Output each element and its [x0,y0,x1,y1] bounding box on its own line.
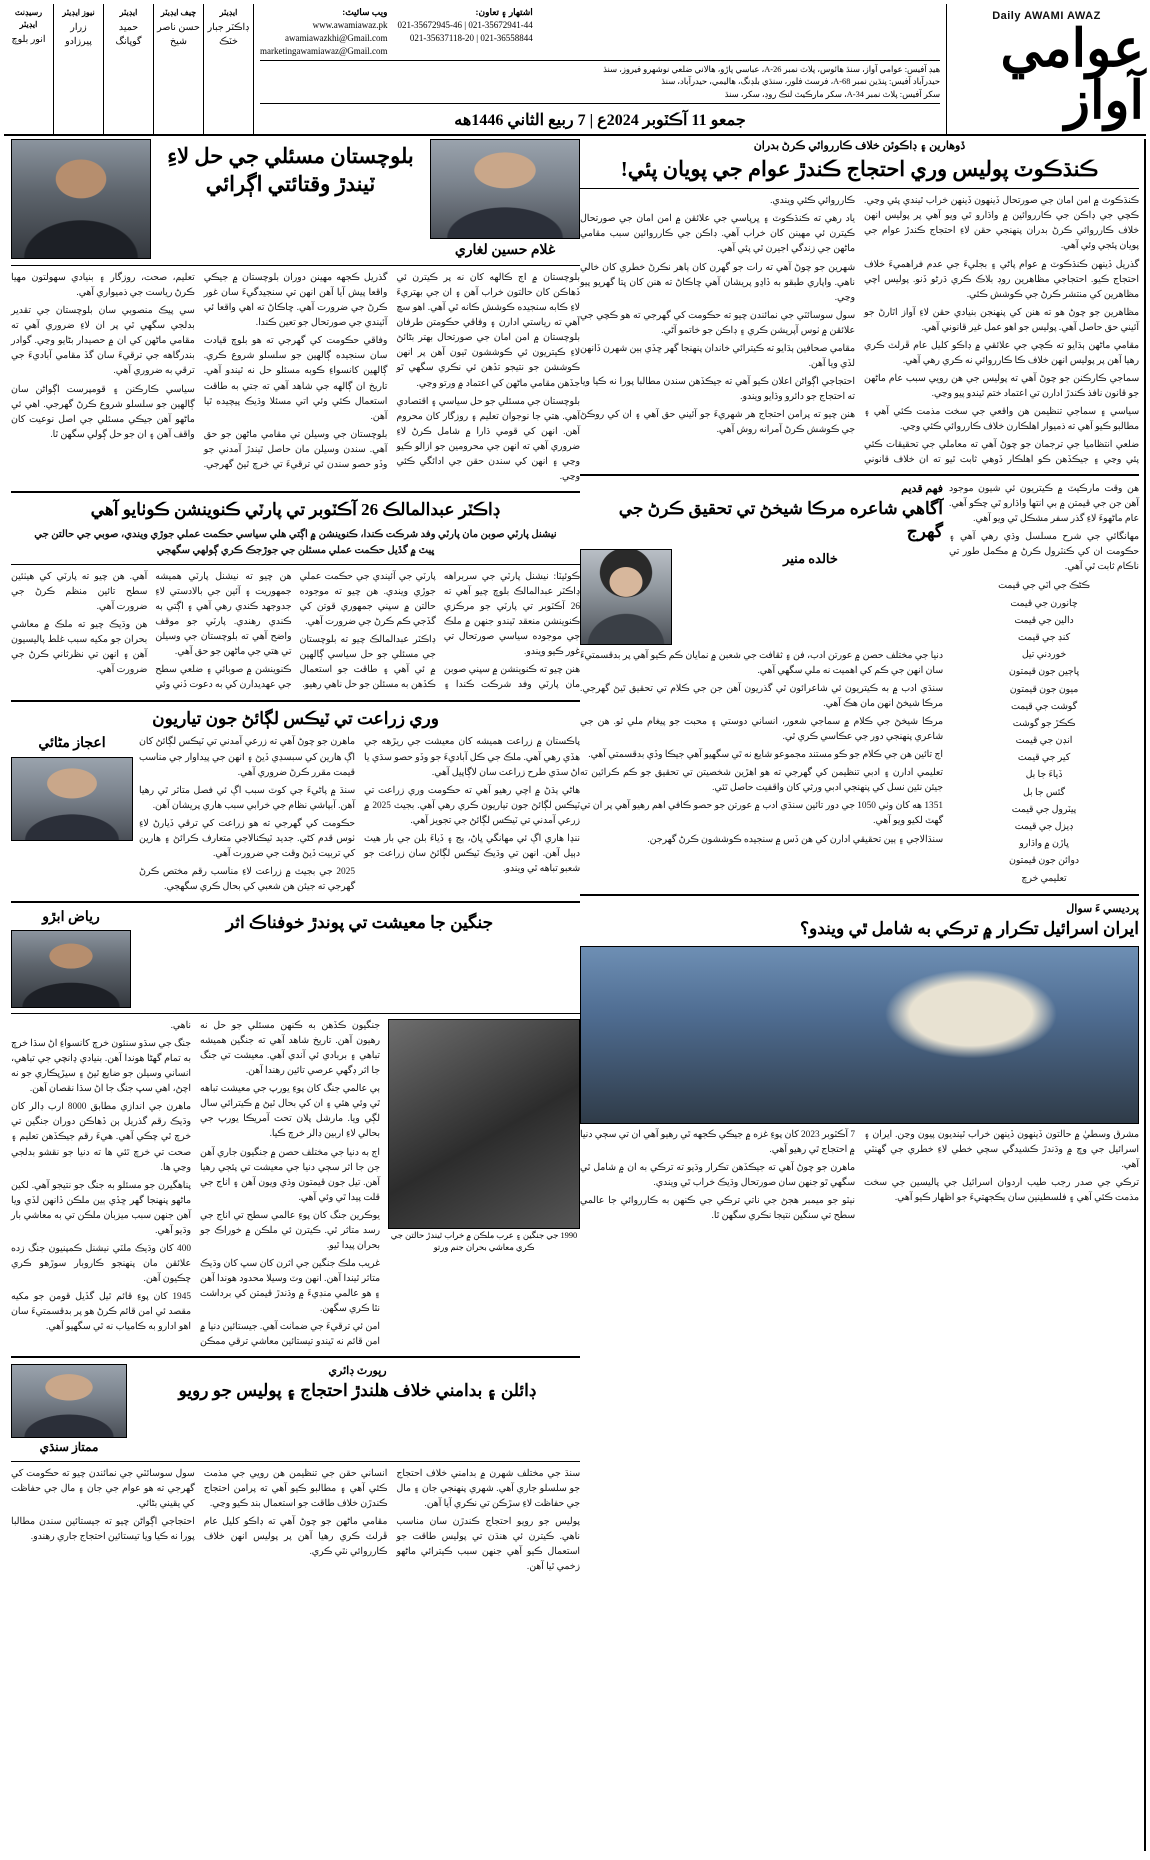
author-photo [430,139,580,239]
article-iran-israel [580,902,1139,1224]
article-kicker: ڏوهارين ۽ ڊاڪوئن خلاف ڪارروائي ڪرڻ بدران [753,140,966,152]
price-list-column [949,482,1139,888]
left-column [8,139,580,1851]
paragraph: سنڌ جي مختلف شهرن ۾ بدامني خلاف احتجاج جو سلسلو جاري آهي. شهري پنهنجي جان ۽ مال جي حفاظت لاءِ سڙڪن تي نڪري آيا آهن. [396,1468,580,1509]
list-item: ڪڻڪ جي اٽي جي قيمت [998,581,1090,592]
article-headline: آگاهي شاعره مرڪا شيخڻ تي تحقيق ڪرڻ جي گهرج [618,499,943,542]
staff-role: ايڊيٽر [219,8,238,17]
paragraph: هنن چيو ته پرامن احتجاج هر شهريءَ جو آئيني حق آهي ۽ ان کي روڪڻ جي ڪوشش ڪرڻ آمرانه روش آهي. [580,409,855,435]
paragraph: سياسي ڪارڪنن ۽ قومپرست اڳواڻن سان ڳالهين جو سلسلو شروع ڪرڻ گهرجي. اهي ئي ماڻهو آهن جيڪي مسئلي جي اصل نوعيت کان واقف آهن ۽ ان جو حل ڳولي سگهن ٿا. [11,384,195,440]
list-item: چانورن جي قيمت [1010,598,1078,609]
staff-member [4,4,53,134]
masthead-info [254,4,946,134]
paragraph: مظاهرين جو چوڻ هو ته هنن کي پنهنجن بنيادي حقن لاءِ آواز اٿارڻ جو آئيني حق حاصل آهي. پوليس جو اهو عمل غير قانوني آهي. [864,307,1139,333]
contact-label: اشتهار ۽ تعاون: [475,7,533,17]
article-national-party-convention [11,499,580,694]
paragraph: انساني حقن جي تنظيمن هن رويي جي مذمت ڪئي آهي ۽ مطالبو ڪيو آهي ته پرامن احتجاج ڪندڙن خلاف طاقت جو استعمال بند ڪيو وڃي. [203,1468,388,1509]
paragraph: حڪومت کي گهرجي ته هو زراعت کي ترقي ڏيارڻ لاءِ ٺوس قدم کڻي. جديد ٽيڪنالاجي متعارف ڪرائڻ ۽ هارين کي تربيت ڏيڻ وقت جي ضرورت آهي. [139,818,355,859]
paragraph: پاڪستان ۾ زراعت هميشه کان معيشت جي ريڙهه جي هڏي رهي آهي. ملڪ جي ڪل آباديءَ جو وڏو حصو سڌي يا اڻ سڌي طرح زراعت سان لاڳاپيل آهي. [364,737,580,778]
article-kicker: فهم قديم [901,483,943,496]
paragraph: ڪوئيٽا: نيشنل پارٽي جي سربراهه ڊاڪٽر عبدالمالڪ بلوچ چيو آهي ته 26 آڪٽوبر تي پارٽي جو مرڪزي ڪنوينشن منعقد ٿيندو جنهن ۾ ملڪ جي موجوده سياسي صورتحال تي غور ڪيو ويندو. [443,572,580,658]
paragraph: يوڪرين جنگ کان پوءِ عالمي سطح تي اناج جي رسد متاثر ٿي. ڪيترن ئي ملڪن ۾ خوراڪ جو بحران پيدا ٿيو. [200,1210,380,1251]
paragraph: ننڍا هاري اڳ ئي مهانگي ڀاڻ، ٻج ۽ ڏياءَ بلن جي بار هيٺ دٻيل آهن. انهن تي وڌيڪ ٽيڪس لڳائڻ سان زراعت جو شعبو تباهه ٿي ويندو. [364,833,580,874]
paragraph: ڪنوينشن ۾ صوبائي ۽ ضلعي سطح جي عهديدارن کي به دعوت ڏني وئي آهي. هن چيو ته پارٽي کي هيٺئين سطح تائين منظم ڪرڻ جي ضرورت آهي. [11,572,292,691]
price-list [949,578,1139,887]
article-headline: جنگين جا معيشت تي پوندڙ خوفناڪ اثر [225,912,494,932]
list-intro [949,482,1139,575]
list-item: ڪڪڙ جو گوشت [1012,718,1076,729]
masthead-phone-block [398,6,533,58]
paragraph: نيٽو جو ميمبر هجڻ جي ناتي ترڪي جي ڪنهن به ڪارروائي جا عالمي سطح تي سنگين نتيجا نڪري سگهن ٿا. [580,1195,855,1221]
author-name: غلام حسين لغاري [454,243,556,258]
masthead-contact [260,6,940,61]
paragraph: غريب ملڪ جنگين جي اثرن کان سڀ کان وڌيڪ متاثر ٿيندا آهن. انهن وٽ وسيلا محدود هوندا آهن ۽ هو عالمي منڊيءَ ۾ وڌندڙ قيمتن کي برداشت نٿا ڪري سگهن. [200,1258,380,1314]
author-block [678,549,943,567]
address-line-3: سکر آفيس: پلاٽ نمبر 34-A، سکر مارڪيٽ لنڪ روڊ، سکر، سنڌ [724,89,940,99]
address-line-1: هيڊ آفيس: عوامي آواز، سنڌ هائوس، پلاٽ نمبر A-26، عباسي پاڙو، هالاني ضلعي نوشهرو فيروز، سنڌ [603,64,940,74]
subject-photo [11,139,151,259]
masthead-logo [946,4,1146,134]
paragraph: ضلعي انتظاميا جي ترجمان جو چوڻ آهي ته معاملي جي تحقيقات ڪئي پئي وڃي ۽ جيڪڏهن ڪو اهلڪار ڏوهي ثابت ٿيو ته ان خلاف قانوني ڪارروائي ڪئي ويندي. [770,196,1139,466]
paragraph: تعليمي ادارن ۽ ادبي تنظيمن کي گهرجي ته هو اهڙين شخصيتن تي تحقيق جو ڪم ڪرائين ته جيئن نئين نسل کي پنهنجي ادبي ورثي کان واقفيت حاصل ٿئي. [580,768,943,794]
masthead-staff [4,4,254,134]
author-name: ممتاز سنڌي [39,1440,99,1455]
author-block [11,735,133,840]
paragraph: ٻي عالمي جنگ کان پوءِ يورپ جي معيشت تباهه ٿي وئي هئي ۽ ان کي بحال ٿيڻ ۾ ڪيترائي سال لڳي ويا. مارشل پلان تحت آمريڪا يورپ جي بحالي لاءِ اربين ڊالر خرچ ڪيا. [200,1084,380,1140]
list-item: گئس جا بل [1023,787,1065,798]
article-headline: ڊاڪٽر عبدالمالڪ 26 آڪٽوبر تي پارٽي ڪنوينشن ڪوٺايو آهي [90,499,501,519]
article-body [11,1467,580,1575]
paragraph: ڪنڌڪوٽ ۾ امن امان جي صورتحال ڏينهون ڏينهن خراب ٿيندي پئي وڃي. ڪچي جي ڊاڪن جي ڪارروائين ۾ واڌارو ٿي ويو آهي پر پوليس انهن خلاف ڪارروائي ڪرڻ بدران پنهنجي حقن لاءِ احتجاج ڪندڙ عوام جي پويان پئجي وئي آهي. [864,196,1139,252]
article-agriculture-tax [11,708,580,895]
paragraph: جنگ جي سڌو سنئون خرچ کانسواءِ اڻ سڌا خرچ به تمام گهڻا هوندا آهن. بنيادي ڍانچي جي تباهي، انساني وسيلن جو ضايع ٿيڻ ۽ سيڙپڪاري جو نه اچڻ، اهي سڀ جنگ جا اڻ سڌا نقصان آهن. [11,1039,191,1095]
paragraph: احتجاجي اڳواڻن چيو ته جيستائين سندن مطالبا پورا نه ڪيا ويا تيستائين احتجاج جاري رهندو. [11,1516,195,1542]
staff-role: رسيڊنٽ ايڊيٽر [14,8,43,29]
paragraph: هاڻي ٻڌڻ ۾ اچي رهيو آهي ته حڪومت وري زراعت تي ٽيڪس لڳائڻ جون تياريون ڪري رهي آهي. بجيٽ 2025 ۾ زرعي آمدني تي ٽيڪس لڳائڻ جي تجويز آهي. [364,785,580,826]
list-item: کنڊ جي قيمت [1017,632,1070,643]
paragraph: هن وقت مارڪيٽ ۾ ڪيتريون ئي شيون موجود آهن جن جي قيمتن ۾ بي انتها واڌارو ٿي چڪو آهي. عام ماڻهوءَ لاءِ گذر سفر مشڪل ٿي ويو آهي. [949,484,1139,525]
paragraph: هن وڌيڪ چيو ته ملڪ ۾ معاشي بحران جو مکيه سبب غلط پاليسيون آهن ۽ انهن تي نظرثاني ڪرڻ جي ضرورت آهي. [11,620,148,676]
paragraph: سنڌ ۾ پاڻيءَ جي کوٽ سبب اڳ ئي فصل متاثر ٿي رهيا آهن. آبپاشي نظام جي خرابي سبب هاري پريشان آهن. [139,785,355,811]
paragraph: مقامي ماڻهن جو چوڻ آهي ته ڊاڪو کليل عام ڦرلٽ ڪري رهيا آهن پر پوليس انهن خلاف ڪارروائي نٿي ڪري. [203,1516,388,1557]
paragraph: امن ئي ترقيءَ جي ضمانت آهي. جيستائين دنيا ۾ امن قائم نه ٿيندو تيستائين معاشي ترقي ممڪن ناهي. [170,1021,380,1348]
war-headline-block [139,909,580,940]
article-subheadline: نيشنل پارٽي صوبن مان پارٽي وفد شرڪت ڪندا، ڪنوينشن ۾ اڳتي هلي سياسي حڪمت عملي جوڙي ويندي، صوبي جي حالتن جي ڀيٽ ۾ گڏيل حڪمت عملي مسئلن جي جوڙجڪ ڪري ڳولهي سگهجي [34,528,557,556]
paragraph: مرڪا شيخڻ جي ڪلام ۾ سماجي شعور، انساني دوستي ۽ محبت جو پيغام ملي ٿو. هن جي شاعري پنهنجي دور جي عڪاسي ڪري ٿي. [580,717,943,743]
article-poetess-research [580,482,943,888]
list-item: تعليمي خرچ [1021,873,1067,884]
paragraph: سياسي ۽ سماجي تنظيمن هن واقعي جي سخت مذمت ڪئي آهي ۽ مطالبو ڪيو آهي ته ذميوار اهلڪارن خلاف ڪارروائي ڪئي وڃي. [864,406,1139,432]
address-line-2: حيدرآباد آفيس: پنڌين نمبر A-68، فرسٽ فلور، سنڌي بلڊنگ، هاليمي، حيدرآباد، سنڌ [661,77,940,87]
phones-line-2: 021-36558844 | 021-35637118-20 [409,33,533,44]
paragraph: 1351 هه کان وٺي 1050 جي دور تائين سنڌي ادب ۾ عورتن جو حصو ڪافي اهم رهيو آهي پر ان تي گهٽ لکيو ويو آهي. [580,801,943,827]
staff-member [203,4,253,134]
protest-headline-block [135,1364,580,1408]
article-headline: بلوچستان مسئلي جي حل لاءِ ٽيندڙ وقتائتي اڳرائي [167,144,414,197]
author-name: رياض ابڙو [42,909,100,925]
paragraph: مشرق وسطيٰ ۾ حالتون ڏينهون ڏينهن خراب ٿينديون پيون وڃن. ايران ۽ اسرائيل جي وچ ۾ وڌندڙ ڪشيدگي سڄي خطي لاءِ خطري جي گهنٽي آهي. [864,1129,1139,1170]
article-war-economy [11,909,580,1350]
staff-member [153,4,203,134]
paragraph: گذريل ڏينهن ڪنڌڪوٽ ۾ عوام پاڻي ۽ بجليءَ جي عدم فراهميءَ خلاف احتجاج ڪيو. احتجاجي مظاهرين روڊ بلاڪ ڪري ڌرڻو ڏنو. پوليس اچي مظاهرين کي منتشر ڪرڻ جي ڪوشش ڪئي. [864,259,1139,300]
paragraph: 7 آڪٽوبر 2023 کان پوءِ غزه ۾ جيڪي ڪجهه ٿي رهيو آهي ان تي سڄي دنيا ۾ احتجاج ٿي رهيو آهي. [580,1129,855,1155]
right-column [580,139,1146,1851]
staff-name: زرار پيرزادو [65,23,92,48]
lead-headline-block [157,139,424,204]
article-body [580,649,943,848]
phones-line-1: 021-35672941-44 | 021-35672945-46 [397,20,533,31]
author-name: خالده منير [783,551,838,567]
paragraph: مقامي صحافين ٻڌايو ته ڪيترائي خاندان پنهنجا گهر ڇڏي ٻين شهرن ڏانهن لڏي ويا آهن. [580,343,855,369]
website-label: ويب سائيٽ: [342,7,388,17]
staff-name: حسن ناصر شيخ [157,23,200,48]
paragraph: سنڌالاجي ۽ ٻين تحقيقي ادارن کي هن ڏس ۾ سنجيده ڪوششون ڪرڻ گهرجن. [647,834,943,845]
article-body-left [11,1019,380,1350]
paragraph: دنيا جي مختلف حصن ۾ عورتن ادب، فن ۽ ثقافت جي شعبن ۾ نمايان ڪم ڪيو آهي پر بدقسمتيءَ سان انهن جي ڪم کي اهميت نه ملي سگهي آهي. [580,651,943,677]
list-item: کير جي قيمت [1017,753,1071,764]
paragraph: شهرين جو چوڻ آهي ته رات جو گهرن کان ٻاهر نڪرڻ خطري کان خالي ناهي. واپاري طبقو به ڏاڍو پريشان آهي ڇاڪاڻ ته هنن کان ڀتا گهريو پيو وڃي. [580,262,855,303]
paragraph: سنڌي ادب ۾ به ڪيتريون ئي شاعرائون ٿي گذريون آهن جن جي ڪلام تي تحقيق ٿيڻ گهرجي. مرڪا شيخڻ انهن مان هڪ آهي. [580,684,943,710]
paragraph: سي پيڪ منصوبي سان بلوچستان جي تقدير بدلجي سگهي ٿي پر ان لاءِ ضروري آهي ته مقامي ماڻهن کي ان ۾ حصيدار بڻايو وڃي. گوادر بندرگاهه جي ترقيءَ سان گڏ مقامي آباديءَ جي ترقي به ضروري آهي. [11,306,195,377]
list-item: ڀاڙن ۾ واڌارو [1019,839,1069,850]
list-item: ڀاڄين جون قيمتون [1008,667,1080,678]
email-2[interactable]: marketingawamiawaz@Gmail.com [260,46,388,57]
paragraph: ماهرن جو چوڻ آهي ته زرعي آمدني تي ٽيڪس لڳائڻ کان اڳ هارين کي سبسڊي ڏيڻ ۽ انهن جي پيداوار جي مناسب قيمت مقرر ڪرڻ ضروري آهي. [139,737,355,778]
author-photo [580,549,672,645]
article-headline: ڪنڌڪوٽ پوليس وري احتجاج ڪندڙ عوام جي پويان پئي! [620,157,1099,181]
lead-author-block [430,139,580,260]
list-item: انڊن جي قيمت [1015,736,1073,747]
paragraph: ياد رهي ته ڪنڌڪوٽ ۽ ڀرپاسي جي علائقن ۾ امن امان جي صورتحال ڪيترن ئي مهينن کان خراب آهي. ڊاڪن جي ڪارروائين سبب مقامي ماڻهن جي زندگي اجيرن ٿي پئي آهي. [580,214,855,255]
author-block [11,909,131,1008]
list-item: پيٽرول جي قيمت [1011,804,1077,815]
article-kandhkot-police [580,139,1139,468]
article-kicker: پرديسي ءَ سوال [1066,902,1139,915]
war-photo-block [388,1019,580,1254]
masthead-title: عوامي آواز [1000,21,1144,130]
list-item: دالين جي قيمت [1014,615,1074,626]
paragraph: گذريل ڪجهه مهينن دوران بلوچستان ۾ جيڪي واقعا پيش آيا آهن انهن تي سنجيدگيءَ سان غور ڪرڻ جي ضرورت آهي. ڇاڪاڻ ته اهي واقعا ئي آئيندي جي صورتحال جو تعين ڪندا. [203,273,388,329]
list-item: دوائن جون قيمتون [1009,856,1079,867]
masthead-daily-label: Daily AWAMI AWAZ [992,10,1101,22]
article-body [580,1128,1139,1224]
article-balochistan [11,139,580,485]
photo-caption: 1990 جي جنگين ۽ عرب ملڪن ۾ خراب ٿيندڙ حالتن جي ڪري معاشي بحران جنم ورتو [390,1231,578,1252]
paragraph: مقامي ماڻهن ٻڌايو ته ڪچي جي علائقي ۾ ڊاڪو کليل عام ڦرلٽ ڪري رهيا آهن پر پوليس انهن خلاف ڪا ڪارروائي نه ڪري رهي آهي. [864,340,1139,366]
paragraph: ترڪي جي صدر رجب طيب اردوان اسرائيل جي پاليسين جي سخت مذمت ڪئي آهي ۽ فلسطينين سان يڪجهتيءَ جو اظهار ڪيو آهي. [864,1177,1139,1203]
article-photo [388,1019,580,1229]
list-item: ڏياءَ جا بل [1025,770,1063,781]
article-body [139,735,580,894]
paragraph: ڊاڪٽر عبدالمالڪ چيو ته بلوچستان جي مسئلي جو حل سياسي ڳالهين ۾ ئي آهي ۽ طاقت جو استعمال ڪڏهن به مسئلن جو حل ناهي رهيو. [299,635,436,691]
paragraph: هنن چيو ته ڪنوينشن ۾ سڀني صوبن مان پارٽي وفد شرڪت ڪندا ۽ پارٽي جي آئيندي جي حڪمت عملي جوڙي ويندي. هن چيو ته موجوده حالتن ۾ سڀني جمهوري قوتن کي گڏجي ڪم ڪرڻ جي ضرورت آهي. [299,572,580,691]
article-body [11,570,580,693]
author-name: اعجاز مڻائي [38,736,106,752]
staff-name: حميد گوپانگ [115,23,142,48]
staff-role: چيف ايڊيٽر [160,8,197,17]
paragraph: بلوچستان جي مسئلي جو حل سياسي ۽ اقتصادي آهي. هتي جا نوجوان تعليم ۽ روزگار کان محروم آهن. انهن کي قومي ڌارا ۾ شامل ڪرڻ لاءِ ضروري آهي ته انهن جي محرومين جو ازالو ڪيو وڃي ۽ انهن کي سندن حقن جي ادائگي ڪئي وڃي. [396,396,580,482]
article-kicker: رپورٽ ڊائري [328,1365,387,1378]
masthead [4,4,1146,136]
article-police-protest [11,1364,580,1575]
paragraph: 2025 جي بجيٽ ۾ زراعت لاءِ مناسب رقم مختص ڪرڻ گهرجي ته جيئن هن شعبي کي بحال ڪري سگهجي. [139,866,355,892]
article-headline: وري زراعت تي ٽيڪس لڳائڻ جون تياريون [152,708,439,728]
staff-role: ايڊيٽر [119,8,138,17]
paragraph: سول سوسائٽي جي نمائندن چيو ته حڪومت کي گهرجي ته هو عوام جي جان ۽ مال جي حفاظت کي يقيني بڻائي. [11,1468,195,1509]
paragraph: ماهرن جي اندازي مطابق 8000 ارب ڊالر کان وڌيڪ رقم گذريل ٻن ڏهاڪن دوران جنگين تي خرچ ٿي چڪي آهي. هيءَ رقم جيڪڏهن تعليم ۽ صحت تي خرچ ٿئي ها ته دنيا جو نقشو بدلجي وڃي ها. [11,1102,191,1173]
paragraph: جنگيون ڪڏهن به ڪنهن مسئلي جو حل نه رهيون آهن. تاريخ شاهد آهي ته جنگين هميشه تباهي ۽ بربادي ئي آندي آهي. معيشت تي جنگ جا اثر ڊگهي عرصي تائين رهندا آهن. [200,1021,380,1077]
author-block [11,1364,127,1456]
paragraph: اڄ به دنيا جي مختلف حصن ۾ جنگيون جاري آهن جن جا اثر سڄي دنيا جي معيشت تي پئجي رهيا آهن. تيل جون قيمتون وڌي ويون آهن ۽ اناج جي قلت پيدا ٿي وئي آهي. [200,1147,380,1203]
paragraph: بلوچستان جي وسيلن تي مقامي ماڻهن جو حق آهي. سندن وسيلن مان حاصل ٿيندڙ آمدني جو وڏو حصو سندن ئي ترقيءَ تي خرچ ٿيڻ گهرجي. تعليم، صحت، روزگار ۽ بنيادي سهولتون مهيا ڪرڻ رياست جي ذميواري آهي. [11,273,388,470]
paragraph: ماهرن جو چوڻ آهي ته جيڪڏهن تڪرار وڌيو ته ترڪي به ان ۾ شامل ٿي سگهي ٿو جنهن سان صورتحال وڌيڪ خراب ٿي ويندي. [580,1162,855,1188]
paragraph: 400 کان وڌيڪ ملٽي نيشنل ڪمپنيون جنگ زده علائقن مان پنهنجو ڪاروبار سوڙهو ڪري چڪيون آهن. [11,1243,191,1284]
article-body [11,271,580,485]
email-1[interactable]: awamiawazkhi@Gmail.com [284,33,388,44]
staff-role: نيوز ايڊيٽر [62,8,95,17]
right-middle-block [580,482,1139,888]
publication-date: جمعو 11 آڪٽوبر 2024ع | 7 ربيع الثاني 1446هه [454,111,746,129]
paragraph: پناهگيرن جو مسئلو به جنگ جو نتيجو آهي. لکين ماڻهو پنهنجا گهر ڇڏي ٻين ملڪن ڏانهن لڏي ويا آهن جنهن سبب ميزبان ملڪن تي به معاشي بار وڌيو آهي. [11,1180,191,1236]
list-item: ڊيزل جي قيمت [1014,822,1074,833]
staff-name: انور بلوچ [11,35,46,45]
masthead-website-block [260,6,388,58]
paragraph: وفاقي حڪومت کي گهرجي ته هو بلوچ قيادت سان سنجيده ڳالهين جو سلسلو شروع ڪري. ڳالهين کانسواءِ ڪوبه مسئلو حل نه ٿيندو آهي. تاريخ ان ڳالهه جي شاهد آهي ته جتي به طاقت استعمال ڪئي وئي اتي مسئلا وڌيڪ پيچيده ٿيا آهن. [203,336,388,422]
author-photo [11,1364,127,1438]
paragraph: پوليس جو رويو احتجاج ڪندڙن سان مناسب ناهي. ڪيترن ئي هنڌن تي پوليس طاقت جو استعمال ڪيو آهي جنهن سبب ڪيترائي ماڻهو زخمي ٿيا آهن. [396,1516,580,1572]
paragraph: 1945 کان پوءِ قائم ٿيل گڏيل قومن جو مکيه مقصد ئي امن قائم ڪرڻ هو پر بدقسمتيءَ سان اهو ادارو به ڪامياب نه ٿي سگهيو آهي. [11,1291,191,1333]
website-url[interactable]: www.awamiawaz.pk [312,20,388,31]
paragraph: اڄ تائين هن جي ڪلام جو ڪو مستند مجموعو شايع نه ٿي سگهيو آهي جيڪا وڏي بدقسمتي آهي. [588,750,943,761]
paragraph: بلوچستان ۾ اڄ ڪالهه کان نه پر ڪيترن ئي ڏهاڪن کان حالتون خراب آهن ۽ ان جي بهتريءَ لاءِ ڪابه سنجيده ڪوشش ڪانه ٿي آهي. اهو سچ آهي ته رياستي ادارن ۽ وفاقي حڪومتن طرفان بلوچستان ۾ امن امان جي صورتحال بهتر بڻائڻ لاءِ ڪيتريون ئي ڪوششون ٿيون آهن پر انهن ڪوششن جو نتيجو تڏهن ئي نڪري سگهي ٿو جڏهن مقامي ماڻهن کي اعتماد ۾ ورتو وڃي. [396,273,580,389]
masthead-addresses [260,62,940,105]
list-item: گوشت جي قيمت [1010,701,1078,712]
article-headline: ايران اسرائيل تڪرار ۾ ترڪي به شامل ٿي ويندو؟ [799,918,1139,938]
article-headline: ڊائلن ۽ بدامني خلاف هلندڙ احتجاج ۽ پوليس جو رويو [178,1381,537,1401]
staff-name: ڊاڪٽر جبار خٽڪ [207,23,250,48]
paragraph: مهانگائي جي شرح مسلسل وڌي رهي آهي ۽ حڪومت ان کي ڪنٽرول ڪرڻ ۾ مڪمل طور تي ناڪام ثابت ٿي آهي. [949,532,1139,573]
paragraph: سول سوسائٽي جي نمائندن چيو ته حڪومت کي گهرجي ته هو ڪچي جي علائقن ۾ ٺوس آپريشن ڪري ۽ ڊاڪن جو خاتمو آڻي. [580,310,855,336]
article-body [580,194,1139,468]
list-item: خوردني تيل [1021,650,1067,661]
paragraph: احتجاجي اڳواڻن اعلان ڪيو آهي ته جيڪڏهن سندن مطالبا پورا نه ڪيا ويا ته احتجاج جو دائرو وڌايو ويندو. [580,376,855,402]
paragraph: سماجي ڪارڪنن جو چوڻ آهي ته پوليس جي هن رويي سبب عام ماڻهن جو قانون نافذ ڪندڙ ادارن تي اعتماد ختم ٿيندو پيو وڃي. [864,373,1139,399]
author-photo [11,757,133,841]
staff-member [53,4,103,134]
author-photo [11,930,131,1008]
paragraph: هن چيو ته نيشنل پارٽي هميشه جمهوريت ۽ آئين جي بالادستي لاءِ جدوجهد ڪندي رهي آهي ۽ اڳتي به ڪندي رهندي. پارٽي جو موقف واضح آهي ته بلوچستان جي وسيلن تي هتي جي ماڻهن جو حق آهي. [155,572,292,658]
list-item: ميون جون قيمتون [1009,684,1079,695]
page-body [4,139,1146,1851]
staff-member [103,4,153,134]
article-photo [580,946,1139,1124]
